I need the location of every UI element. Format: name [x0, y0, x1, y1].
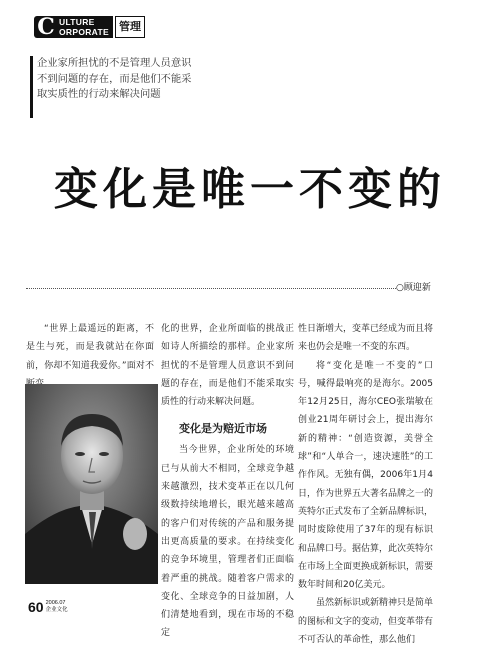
- paragraph: 将“变化是唯一不变的”口号，喊得最响亮的是海尔。2005年12月25日，海尔CEO张瑞敏在创业21周年研讨会上，提出海尔新的精神：“创造资源，美誉全球”和“人单合一，速决速胜”的工作作风。无独有偶，2006年1月4日，作为世界五大著名品牌之一的英特尔正式发布了全新品牌标识，同时废除使用了37年的现有标识和品牌口号。据估算，此次英特尔在市场上全面更换成新标识，需要数年时间和20亿美元。: [298, 360, 434, 591]
- portrait-photo: [25, 384, 158, 584]
- column-2: [161, 320, 294, 643]
- paragraph: 性日渐增大，变革已经成为而且将来也仍会是唯一不变的东西。: [298, 324, 434, 353]
- issue-date: 2006.07: [45, 600, 66, 606]
- intro-line: 不到问题的存在，而是他们不能采: [37, 72, 192, 85]
- portrait-illustration: [25, 384, 158, 584]
- paragraph: 虽然新标识或新精神只是简单的图标和文字的变动，但变革带有不可否认的革命性，那么他们: [298, 598, 434, 646]
- paragraph: 当今世界，企业所处的环境已与从前大不相同，全球竞争越来越激烈，技术变革正在以几何级数持续地增长，眼光越来越高的客户们对传统的产品和服务提出更高质量的要求。在持续变化的竞争环境里，管理者们正面临着严重的挑战。随着客户需求的变化、全球竞争的日益加剧，人们清楚地看到，现在市场的不稳定: [161, 445, 294, 639]
- article-author: ○顾迎新: [396, 283, 431, 293]
- column-1: [26, 320, 154, 393]
- logo-c-letter: C: [34, 16, 58, 38]
- paragraph: 化的世界，企业所面临的挑战正如诗人所描绘的那样。企业家所担忧的不是管理人员意识不到问题的存在，而是他们不能采取实质性的行动来解决问题。: [161, 324, 294, 408]
- author-divider: [26, 288, 396, 289]
- logo-words: [58, 16, 113, 38]
- intro-text: [37, 56, 217, 103]
- section-subheading: 变化是为赔近市场: [179, 422, 267, 436]
- intro-bar: [30, 56, 33, 118]
- logo-line1: ULTURE: [59, 17, 95, 27]
- intro-line: 取实质性的行动来解决问题: [37, 88, 161, 100]
- logo-line2: ORPORATE: [59, 27, 109, 37]
- magazine-section-badge: [34, 16, 145, 38]
- column-3: [298, 320, 433, 649]
- paragraph: “世界上最遥远的距离，不是生与死，而是我就站在你面前，你却不知道我爱你。”面对不: [26, 324, 154, 371]
- magazine-name: 企业文化: [45, 606, 68, 613]
- section-category: 管理: [115, 16, 145, 38]
- article-title: 变化是唯一不变的: [54, 164, 446, 215]
- page-footer: [28, 600, 68, 614]
- intro-line: 企业家所担忧的不是管理人员意识: [37, 57, 192, 69]
- footer-info: [46, 600, 68, 613]
- page-number: 60: [28, 599, 44, 615]
